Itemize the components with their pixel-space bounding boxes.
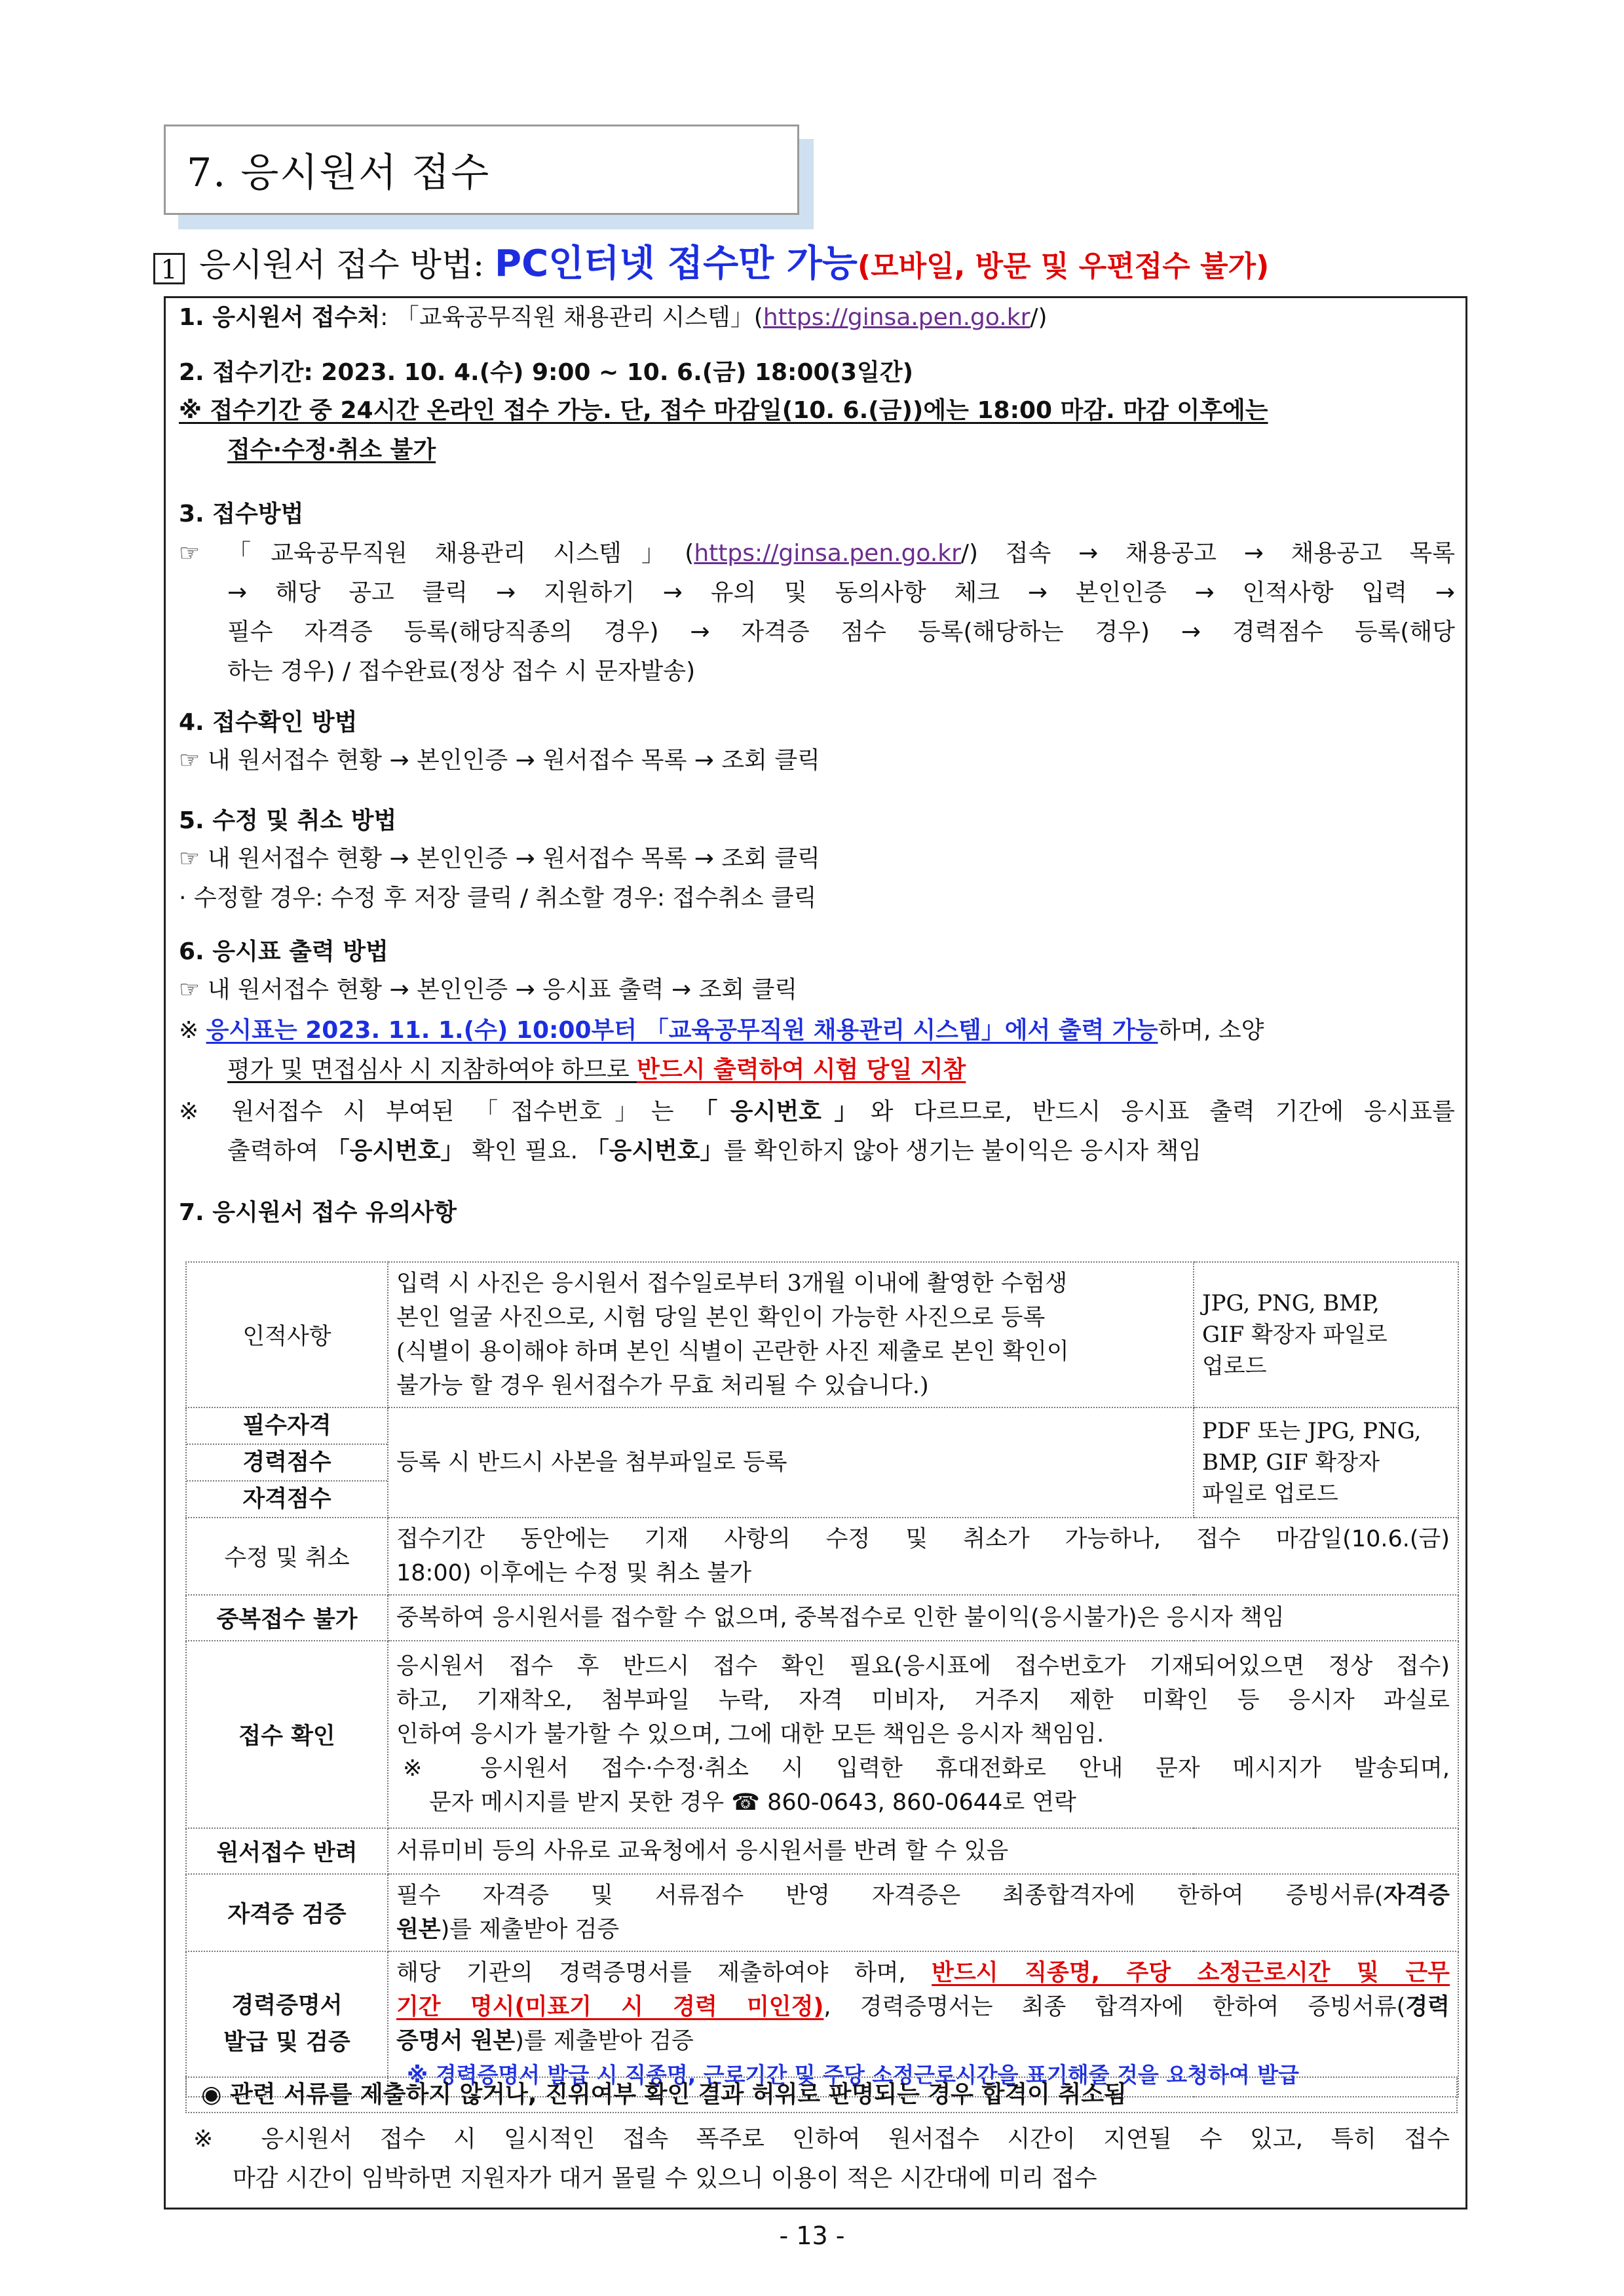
row-text-verify: 필수 자격증 및 서류점수 반영 자격증은 최종합격자에 한하여 증빙서류(자격증 원본)를 제출받아 검증 xyxy=(388,1874,1458,1951)
table-row xyxy=(186,1828,1458,1874)
table-row xyxy=(186,1518,1458,1595)
row-text-edit: 접수기간 동안에는 기재 사항의 수정 및 취소가 가능하나, 접수 마감일(10.6.(금) 18:00) 이후에는 수정 및 취소 불가 xyxy=(388,1518,1458,1595)
row-text-confirm: 응시원서 접수 후 반드시 접수 확인 필요(응시표에 접수번호가 기재되어있으면 정상 접수) 하고, 기재착오, 첨부파일 누락, 자격 미비자, 거주지 제한 미확인 등 응시자 과실로 인하여 응시가 불가할 수 있으며, 그에 대한 모든 책임은 응시자 책임임. ※ 응시원서 접수·수정·취소 시 입력한 휴대전화로 안내 문자 메시지가 발송되며, 문자 메시지를 받지 못한 경우 ☎ 860-0643, 860-0644로 연락 xyxy=(388,1641,1458,1828)
row-text-personal: 입력 시 사진은 응시원서 접수일로부터 3개월 이내에 촬영한 수험생 본인 얼굴 사진으로, 시험 당일 본인 확인이 가능한 사진으로 등록 (식별이 용이해야 하며 본인 식별이 곤란한 사진 제출로 본인 확인이 불가능 할 경우 원서접수가 무효 처리될 수 있습니다.) xyxy=(388,1262,1194,1407)
table-row xyxy=(186,1595,1458,1641)
item-6-note1-line2: 평가 및 면접심사 시 지참하여야 하므로 반드시 출력하여 시험 당일 지참 xyxy=(227,1056,966,1083)
item-2-note-line1: ※ 접수기간 중 24시간 온라인 접수 가능. 단, 접수 마감일(10. 6.(금))에는 18:00 마감. 마감 이후에는 xyxy=(179,397,1268,424)
item-2-head: 2. 접수기간: 2023. 10. 4.(수) 9:00 ~ 10. 6.(금) 18:00(3일간) xyxy=(179,359,914,386)
method-note: (모바일, 방문 및 우편접수 불가) xyxy=(857,250,1270,283)
table-row xyxy=(186,1262,1458,1407)
table-row xyxy=(186,1874,1458,1951)
system-link[interactable]: https://ginsa.pen.go.kr xyxy=(763,304,1030,331)
table-row xyxy=(186,1407,1458,1518)
row-labels-certificates: 필수자격 경력점수 자격점수 xyxy=(186,1407,388,1518)
item-3-head: 3. 접수방법 xyxy=(179,501,304,527)
row-format-certificates: PDF 또는 JPG, PNG, BMP, GIF 확장자 파일로 업로드 xyxy=(1194,1407,1458,1518)
row-text-duplicate: 중복하여 응시원서를 접수할 수 없으며, 중복접수로 인한 불이익(응시불가)은 응시자 책임 xyxy=(388,1595,1458,1641)
row-label-edit: 수정 및 취소 xyxy=(186,1518,388,1595)
item-7-head: 7. 응시원서 접수 유의사항 xyxy=(179,1199,457,1226)
cancel-notice: ◉ 관련 서류를 제출하지 않거나, 진위여부 확인 결과 허위로 판명되는 경우 합격이 취소됨 xyxy=(185,2076,1458,2113)
system-link-2[interactable]: https://ginsa.pen.go.kr xyxy=(694,540,961,567)
item-3-line1: ☞ 「교육공무직원 채용관리 시스템」(https://ginsa.pen.go.kr/) 접속 → 채용공고 → 채용공고 목록 xyxy=(179,540,1455,567)
row-label-return: 원서접수 반려 xyxy=(186,1828,388,1874)
item-4-head: 4. 접수확인 방법 xyxy=(179,709,358,736)
row-text-certificates: 등록 시 반드시 사본을 첨부파일로 등록 xyxy=(388,1407,1194,1518)
item-6-note1-line1: ※ 응시표는 2023. 11. 1.(수) 10:00부터 「교육공무직원 채용관리 시스템」에서 출력 가능하며, 소양 xyxy=(179,1017,1264,1044)
item-3-line2: → 해당 공고 클릭 → 지원하기 → 유의 및 동의사항 체크 → 본인인증 → 인적사항 입력 → xyxy=(227,579,1455,606)
notice-table xyxy=(185,1261,1459,2097)
final-note-line2: 마감 시간이 임박하면 지원자가 대거 몰릴 수 있으니 이용이 적은 시간대에 미리 접수 xyxy=(233,2165,1097,2192)
row-text-return: 서류미비 등의 사유로 교육청에서 응시원서를 반려 할 수 있음 xyxy=(388,1828,1458,1874)
item-6-head: 6. 응시표 출력 방법 xyxy=(179,938,388,965)
item-4-line1: ☞ 내 원서접수 현황 → 본인인증 → 원서접수 목록 → 조회 클릭 xyxy=(179,747,820,774)
item-5-line1: ☞ 내 원서접수 현황 → 본인인증 → 원서접수 목록 → 조회 클릭 xyxy=(179,845,820,872)
table-row xyxy=(186,1951,1458,2097)
page-number: - 13 - xyxy=(779,2221,845,2250)
item-3-line4: 하는 경우) / 접수완료(정상 접수 시 문자발송) xyxy=(227,658,696,685)
method-label: 응시원서 접수 방법: xyxy=(199,246,485,284)
table-row xyxy=(186,1641,1458,1828)
method-highlight: PC인터넷 접수만 가능 xyxy=(495,242,858,285)
item-5-line2: · 수정할 경우: 수정 후 저장 클릭 / 취소할 경우: 접수취소 클릭 xyxy=(179,885,817,911)
method-heading xyxy=(153,235,1269,287)
item-1: 1. 응시원서 접수처: 「교육공무직원 채용관리 시스템」(https://ginsa.pen.go.kr/) xyxy=(179,304,1048,331)
row-label-confirm: 접수 확인 xyxy=(186,1641,388,1828)
final-note-line1: ※ 응시원서 접수 시 일시적인 접속 폭주로 인하여 원서접수 시간이 지연될 수 있고, 특히 접수 xyxy=(193,2126,1450,2152)
row-text-career: 해당 기관의 경력증명서를 제출하여야 하며, 반드시 직종명, 주당 소정근로시간 및 근무 기간 명시(미표기 시 경력 미인정), 경력증명서는 최종 합격자에 한하여 증빙서류(경력 증명서 원본)를 제출받아 검증 ※ 경력증명서 발급 시 직종명, 근로기간 및 주당 소정근로시간을 표기해줄 것을 요청하여 발급 xyxy=(388,1951,1458,2097)
section-number-box: 1 xyxy=(153,253,185,284)
row-label-career: 경력증명서 발급 및 검증 xyxy=(186,1951,388,2097)
content-frame xyxy=(164,296,1467,2210)
row-label-personal: 인적사항 xyxy=(186,1262,388,1407)
item-6-note2-line2: 출력하여 「응시번호」 확인 필요. 「응시번호」를 확인하지 않아 생기는 불이익은 응시자 책임 xyxy=(227,1138,1202,1164)
item-5-head: 5. 수정 및 취소 방법 xyxy=(179,807,397,834)
item-3-line3: 필수 자격증 등록(해당직종의 경우) → 자격증 점수 등록(해당하는 경우) → 경력점수 등록(해당 xyxy=(227,619,1455,645)
item-6-line1: ☞ 내 원서접수 현황 → 본인인증 → 응시표 출력 → 조회 클릭 xyxy=(179,976,798,1003)
row-format-personal: JPG, PNG, BMP, GIF 확장자 파일로 업로드 xyxy=(1194,1262,1458,1407)
item-2-note-line2: 접수·수정·취소 불가 xyxy=(227,436,436,463)
row-label-verify: 자격증 검증 xyxy=(186,1874,388,1951)
item-6-note2-line1: ※ 원서접수 시 부여된 「접수번호」는 「응시번호」와 다르므로, 반드시 응시표 출력 기간에 응시표를 xyxy=(179,1098,1455,1125)
row-label-duplicate: 중복접수 불가 xyxy=(186,1595,388,1641)
section-title: 7. 응시원서 접수 xyxy=(164,124,799,215)
